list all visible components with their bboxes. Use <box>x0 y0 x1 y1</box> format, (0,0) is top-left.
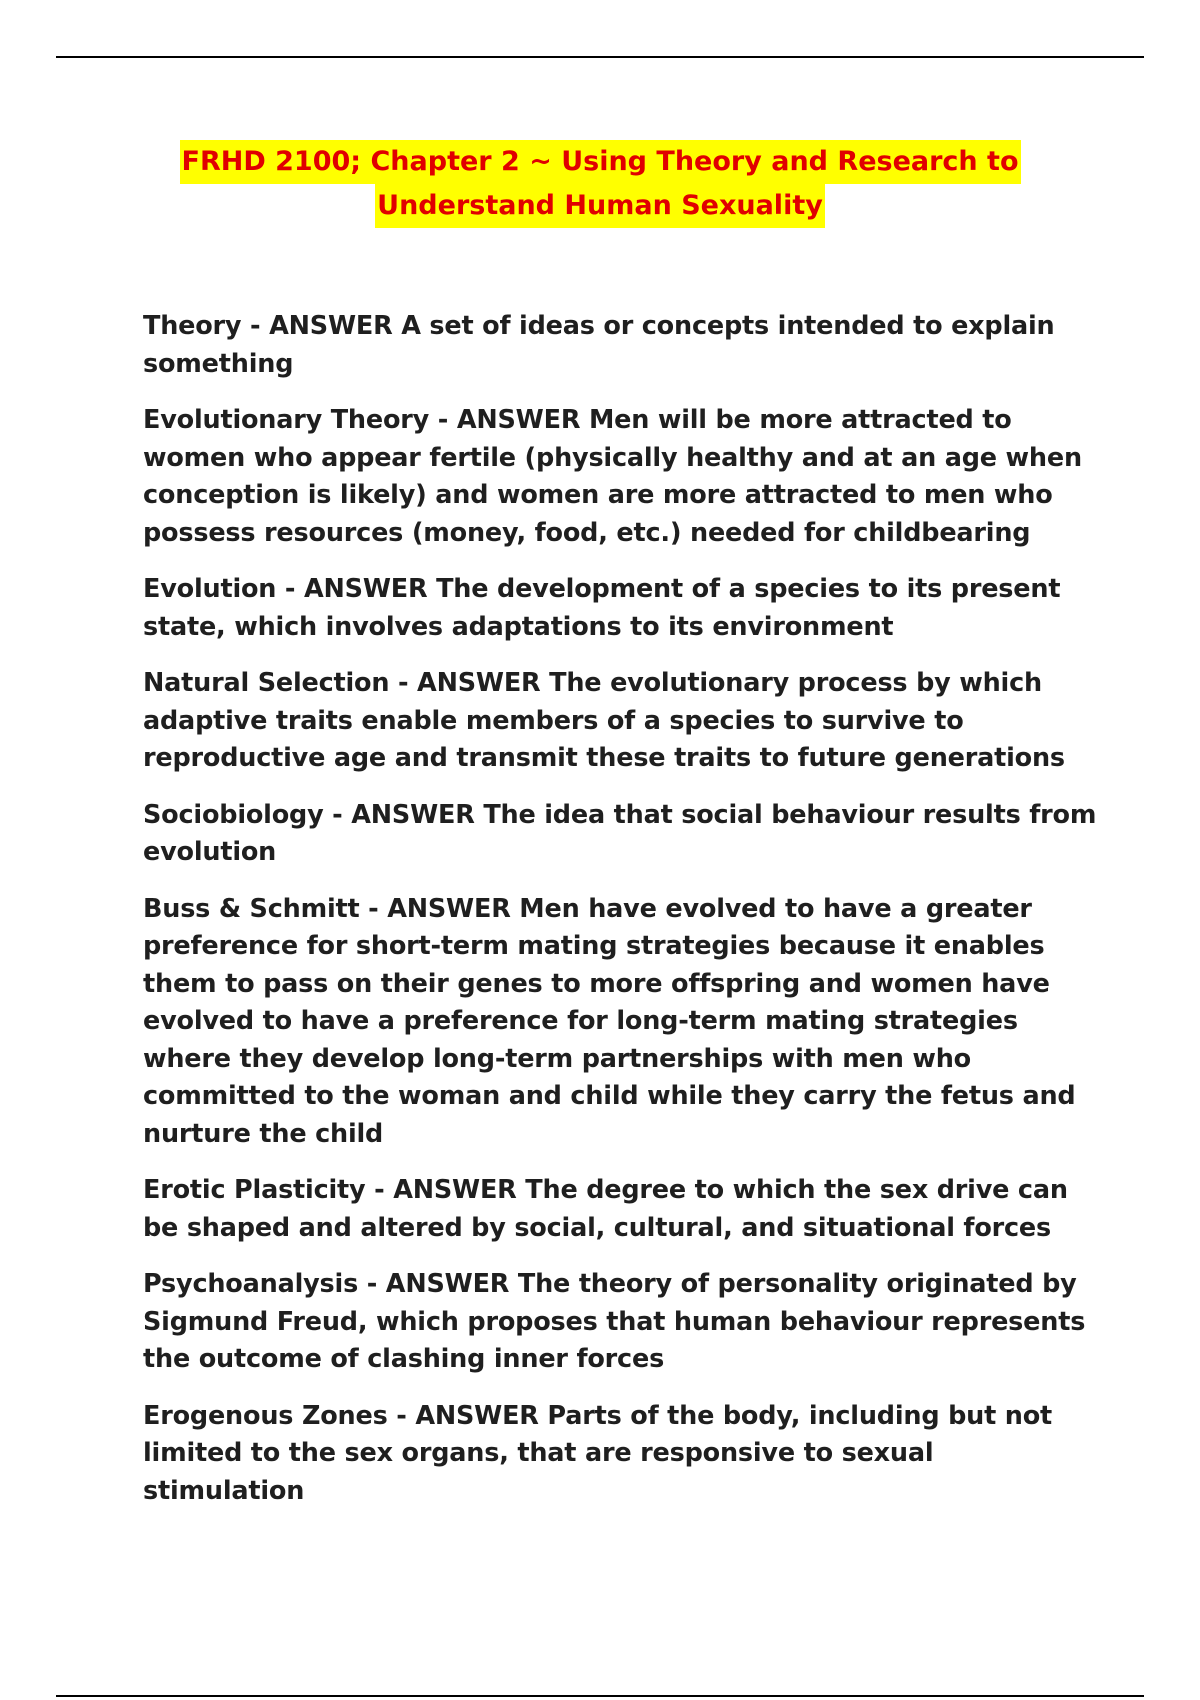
entry-sociobiology: Sociobiology - ANSWER The idea that social behaviour results from evolution <box>143 799 1097 867</box>
entry-theory: Theory - ANSWER A set of ideas or concepts intended to explain something <box>143 311 1055 379</box>
title-line-2: Understand Human Sexuality <box>375 184 825 228</box>
entry-erogenous-zones: Erogenous Zones - ANSWER Parts of the body, including but not limited to the sex organs, that are responsive to sexual stimulation <box>143 1400 1053 1506</box>
document-title <box>0 140 1200 228</box>
entry-psychoanalysis: Psychoanalysis - ANSWER The theory of personality originated by Sigmund Freud, which proposes that human behaviour represents the outcome of clashing inner forces <box>143 1269 1086 1374</box>
entry-evolutionary-theory: Evolutionary Theory - ANSWER Men will be more attracted to women who appear fertile (physically healthy and at an age when conception is likely) and women are more attracted to men who possess resources (money, food, etc.) needed for childbearing <box>143 405 1082 548</box>
entry-erotic-plasticity: Erotic Plasticity - ANSWER The degree to which the sex drive can be shaped and altered by social, cultural, and situational forces <box>143 1175 1068 1243</box>
top-rule <box>56 56 1144 58</box>
entry-evolution: Evolution - ANSWER The development of a species to its present state, which involves adaptations to its environment <box>143 574 1061 642</box>
title-line-1: FRHD 2100; Chapter 2 ~ Using Theory and Research to <box>180 140 1021 184</box>
flashcard-list <box>143 308 1098 1529</box>
bottom-rule <box>56 1695 1144 1697</box>
entry-natural-selection: Natural Selection - ANSWER The evolutionary process by which adaptive traits enable members of a species to survive to reproductive age and transmit these traits to future generations <box>143 668 1065 773</box>
entry-buss-schmitt: Buss & Schmitt - ANSWER Men have evolved to have a greater preference for short-term mating strategies because it enables them to pass on their genes to more offspring and women have evolved to have a preference for long-term mating strategies where they develop long-term partnerships with men who committed to the woman and child while they carry the fetus and nurture the child <box>143 893 1076 1149</box>
